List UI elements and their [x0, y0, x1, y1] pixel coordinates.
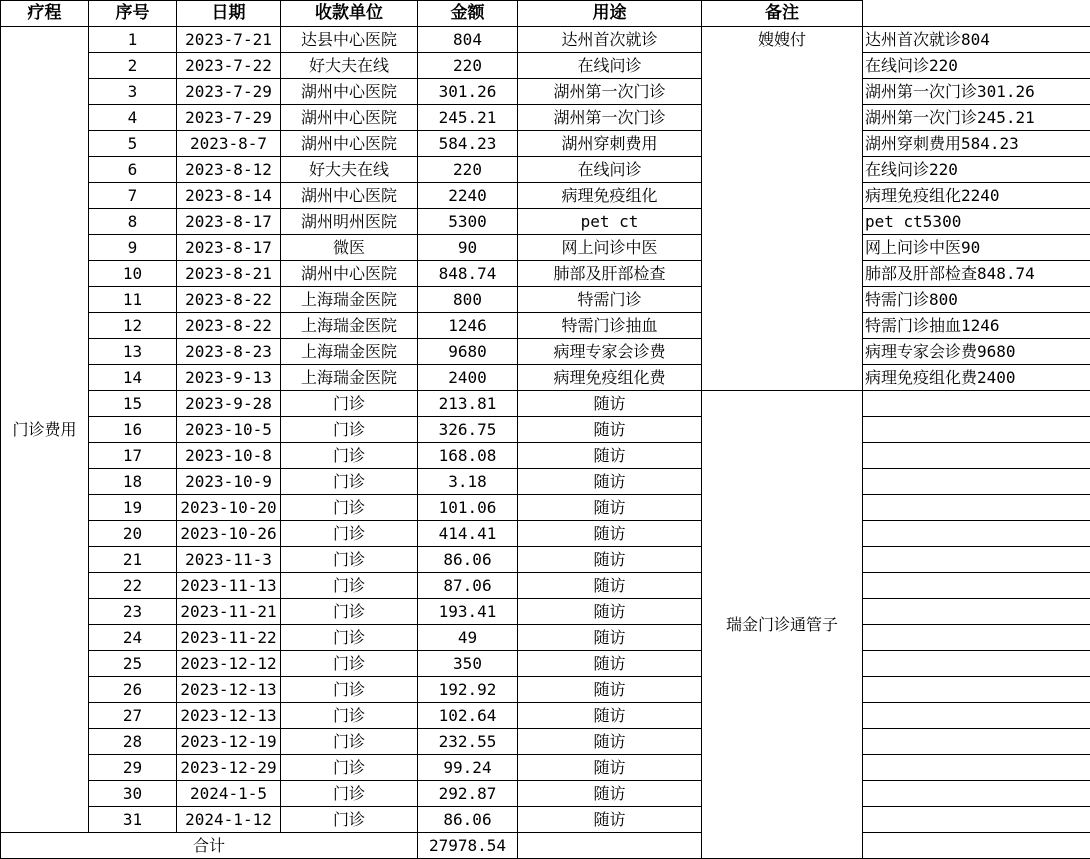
seq-cell[interactable]: 3 — [89, 79, 177, 105]
header-purpose[interactable]: 用途 — [518, 1, 702, 27]
amount-cell[interactable]: 292.87 — [418, 781, 518, 807]
payee-cell[interactable]: 门诊 — [281, 443, 418, 469]
payee-cell[interactable]: 湖州中心医院 — [281, 131, 418, 157]
payee-cell[interactable]: 湖州中心医院 — [281, 183, 418, 209]
purpose-cell[interactable]: 随访 — [518, 677, 702, 703]
seq-cell[interactable]: 17 — [89, 443, 177, 469]
seq-cell[interactable]: 27 — [89, 703, 177, 729]
purpose-cell[interactable]: 湖州第一次门诊 — [518, 105, 702, 131]
purpose-cell[interactable]: 湖州穿刺费用 — [518, 131, 702, 157]
date-cell[interactable]: 2024-1-12 — [177, 807, 281, 833]
purpose-cell[interactable]: 特需门诊抽血 — [518, 313, 702, 339]
extra-cell[interactable]: 病理免疫组化2240 — [863, 183, 1090, 209]
table-row — [1, 391, 1090, 417]
table-row — [1, 261, 1090, 287]
seq-cell[interactable]: 12 — [89, 313, 177, 339]
payee-cell[interactable]: 湖州中心医院 — [281, 79, 418, 105]
purpose-cell[interactable]: 随访 — [518, 573, 702, 599]
amount-cell[interactable]: 5300 — [418, 209, 518, 235]
extra-cell[interactable] — [863, 807, 1090, 833]
extra-cell[interactable] — [863, 729, 1090, 755]
seq-cell[interactable]: 31 — [89, 807, 177, 833]
extra-cell[interactable] — [863, 599, 1090, 625]
date-cell[interactable]: 2023-12-13 — [177, 677, 281, 703]
date-cell[interactable]: 2023-7-29 — [177, 79, 281, 105]
seq-cell[interactable]: 9 — [89, 235, 177, 261]
total-label[interactable]: 合计 — [1, 833, 418, 859]
extra-cell[interactable]: 病理专家会诊费9680 — [863, 339, 1090, 365]
seq-cell[interactable]: 7 — [89, 183, 177, 209]
table-row — [1, 781, 1090, 807]
extra-cell[interactable] — [863, 703, 1090, 729]
table-row — [1, 79, 1090, 105]
amount-cell[interactable]: 3.18 — [418, 469, 518, 495]
amount-cell[interactable]: 90 — [418, 235, 518, 261]
purpose-cell[interactable]: 肺部及肝部检查 — [518, 261, 702, 287]
remark-cell[interactable]: 瑞金门诊通管子 — [702, 391, 863, 859]
purpose-cell[interactable]: 病理免疫组化 — [518, 183, 702, 209]
payee-cell[interactable]: 门诊 — [281, 469, 418, 495]
extra-cell[interactable]: 肺部及肝部检查848.74 — [863, 261, 1090, 287]
seq-cell[interactable]: 23 — [89, 599, 177, 625]
amount-cell[interactable]: 9680 — [418, 339, 518, 365]
table-row — [1, 625, 1090, 651]
seq-cell[interactable]: 25 — [89, 651, 177, 677]
seq-cell[interactable]: 20 — [89, 521, 177, 547]
payee-cell[interactable]: 门诊 — [281, 703, 418, 729]
seq-cell[interactable]: 8 — [89, 209, 177, 235]
seq-cell[interactable]: 5 — [89, 131, 177, 157]
payee-cell[interactable]: 好大夫在线 — [281, 157, 418, 183]
seq-cell[interactable]: 13 — [89, 339, 177, 365]
seq-cell[interactable]: 15 — [89, 391, 177, 417]
date-cell[interactable]: 2023-7-21 — [177, 27, 281, 53]
table-row — [1, 131, 1090, 157]
purpose-cell[interactable]: 随访 — [518, 599, 702, 625]
purpose-cell[interactable]: 随访 — [518, 703, 702, 729]
payee-cell[interactable]: 门诊 — [281, 547, 418, 573]
payee-cell[interactable]: 门诊 — [281, 781, 418, 807]
date-cell[interactable]: 2023-12-13 — [177, 703, 281, 729]
extra-cell[interactable]: pet ct5300 — [863, 209, 1090, 235]
extra-cell[interactable] — [863, 677, 1090, 703]
purpose-cell[interactable]: 随访 — [518, 651, 702, 677]
amount-cell[interactable]: 86.06 — [418, 547, 518, 573]
table-row — [1, 209, 1090, 235]
purpose-cell[interactable]: 病理专家会诊费 — [518, 339, 702, 365]
date-cell[interactable]: 2024-1-5 — [177, 781, 281, 807]
purpose-cell[interactable]: 湖州第一次门诊 — [518, 79, 702, 105]
date-cell[interactable]: 2023-7-22 — [177, 53, 281, 79]
table-row — [1, 443, 1090, 469]
seq-cell[interactable]: 21 — [89, 547, 177, 573]
amount-cell[interactable]: 2400 — [418, 365, 518, 391]
seq-cell[interactable]: 4 — [89, 105, 177, 131]
payee-cell[interactable]: 湖州中心医院 — [281, 105, 418, 131]
seq-cell[interactable]: 14 — [89, 365, 177, 391]
amount-cell[interactable]: 193.41 — [418, 599, 518, 625]
date-cell[interactable]: 2023-8-7 — [177, 131, 281, 157]
amount-cell[interactable]: 220 — [418, 53, 518, 79]
amount-cell[interactable]: 102.64 — [418, 703, 518, 729]
header-remark[interactable]: 备注 — [702, 1, 863, 27]
date-cell[interactable]: 2023-12-19 — [177, 729, 281, 755]
seq-cell[interactable]: 1 — [89, 27, 177, 53]
purpose-cell[interactable]: 随访 — [518, 729, 702, 755]
purpose-cell[interactable]: 达州首次就诊 — [518, 27, 702, 53]
date-cell[interactable]: 2023-8-21 — [177, 261, 281, 287]
purpose-cell[interactable]: 随访 — [518, 443, 702, 469]
extra-cell[interactable] — [863, 391, 1090, 417]
date-cell[interactable]: 2023-7-29 — [177, 105, 281, 131]
seq-cell[interactable]: 30 — [89, 781, 177, 807]
date-cell[interactable]: 2023-11-3 — [177, 547, 281, 573]
amount-cell[interactable]: 1246 — [418, 313, 518, 339]
table-row — [1, 729, 1090, 755]
extra-cell[interactable] — [863, 469, 1090, 495]
date-cell[interactable]: 2023-11-22 — [177, 625, 281, 651]
purpose-cell[interactable]: 随访 — [518, 469, 702, 495]
table-row — [1, 287, 1090, 313]
table-row — [1, 703, 1090, 729]
payee-cell[interactable]: 微医 — [281, 235, 418, 261]
payee-cell[interactable]: 门诊 — [281, 599, 418, 625]
extra-cell[interactable] — [863, 495, 1090, 521]
amount-cell[interactable]: 848.74 — [418, 261, 518, 287]
payee-cell[interactable]: 门诊 — [281, 417, 418, 443]
purpose-cell[interactable]: 随访 — [518, 807, 702, 833]
amount-cell[interactable]: 87.06 — [418, 573, 518, 599]
table-row — [1, 365, 1090, 391]
payee-cell[interactable]: 门诊 — [281, 729, 418, 755]
table-row — [1, 339, 1090, 365]
extra-cell[interactable] — [863, 547, 1090, 573]
date-cell[interactable]: 2023-10-8 — [177, 443, 281, 469]
purpose-cell[interactable]: 网上问诊中医 — [518, 235, 702, 261]
amount-cell[interactable]: 326.75 — [418, 417, 518, 443]
purpose-cell[interactable]: 随访 — [518, 547, 702, 573]
purpose-cell[interactable]: pet ct — [518, 209, 702, 235]
purpose-cell[interactable]: 随访 — [518, 781, 702, 807]
table-row — [1, 157, 1090, 183]
extra-cell[interactable]: 湖州第一次门诊245.21 — [863, 105, 1090, 131]
date-cell[interactable]: 2023-12-12 — [177, 651, 281, 677]
seq-cell[interactable]: 16 — [89, 417, 177, 443]
purpose-cell[interactable]: 随访 — [518, 391, 702, 417]
date-cell[interactable]: 2023-10-9 — [177, 469, 281, 495]
payee-cell[interactable]: 门诊 — [281, 755, 418, 781]
seq-cell[interactable]: 29 — [89, 755, 177, 781]
seq-cell[interactable]: 6 — [89, 157, 177, 183]
date-cell[interactable]: 2023-11-21 — [177, 599, 281, 625]
payee-cell[interactable]: 门诊 — [281, 807, 418, 833]
extra-cell[interactable] — [863, 651, 1090, 677]
purpose-cell[interactable]: 随访 — [518, 521, 702, 547]
header-seq[interactable]: 序号 — [89, 1, 177, 27]
table-row — [1, 547, 1090, 573]
table-row — [1, 521, 1090, 547]
purpose-cell[interactable]: 在线问诊 — [518, 157, 702, 183]
table-row — [1, 105, 1090, 131]
date-cell[interactable]: 2023-12-29 — [177, 755, 281, 781]
total-row — [1, 833, 1090, 859]
extra-cell[interactable] — [863, 443, 1090, 469]
date-cell[interactable]: 2023-8-22 — [177, 287, 281, 313]
seq-cell[interactable]: 22 — [89, 573, 177, 599]
extra-cell[interactable] — [863, 781, 1090, 807]
date-cell[interactable]: 2023-10-26 — [177, 521, 281, 547]
payee-cell[interactable]: 门诊 — [281, 521, 418, 547]
table-row — [1, 651, 1090, 677]
extra-cell[interactable]: 病理免疫组化费2400 — [863, 365, 1090, 391]
payee-cell[interactable]: 湖州中心医院 — [281, 261, 418, 287]
total-extra-cell[interactable] — [863, 833, 1090, 859]
purpose-cell[interactable]: 特需门诊 — [518, 287, 702, 313]
amount-cell[interactable]: 168.08 — [418, 443, 518, 469]
date-cell[interactable]: 2023-10-5 — [177, 417, 281, 443]
extra-cell[interactable] — [863, 625, 1090, 651]
header-blank[interactable] — [863, 1, 1090, 27]
payee-cell[interactable]: 上海瑞金医院 — [281, 339, 418, 365]
amount-cell[interactable]: 213.81 — [418, 391, 518, 417]
extra-cell[interactable]: 特需门诊抽血1246 — [863, 313, 1090, 339]
amount-cell[interactable]: 49 — [418, 625, 518, 651]
payee-cell[interactable]: 上海瑞金医院 — [281, 313, 418, 339]
date-cell[interactable]: 2023-8-14 — [177, 183, 281, 209]
header-date[interactable]: 日期 — [177, 1, 281, 27]
purpose-cell[interactable]: 随访 — [518, 625, 702, 651]
extra-cell[interactable]: 湖州第一次门诊301.26 — [863, 79, 1090, 105]
table-row — [1, 807, 1090, 833]
header-payee[interactable]: 收款单位 — [281, 1, 418, 27]
amount-cell[interactable]: 2240 — [418, 183, 518, 209]
table-row — [1, 313, 1090, 339]
amount-cell[interactable]: 101.06 — [418, 495, 518, 521]
extra-cell[interactable]: 网上问诊中医90 — [863, 235, 1090, 261]
table-row — [1, 495, 1090, 521]
extra-cell[interactable] — [863, 521, 1090, 547]
table-body — [1, 27, 1090, 859]
purpose-cell[interactable]: 随访 — [518, 755, 702, 781]
date-cell[interactable]: 2023-8-12 — [177, 157, 281, 183]
purpose-cell[interactable]: 在线问诊 — [518, 53, 702, 79]
table-row — [1, 27, 1090, 53]
purpose-cell[interactable]: 病理免疫组化费 — [518, 365, 702, 391]
table-row — [1, 417, 1090, 443]
extra-cell[interactable] — [863, 417, 1090, 443]
amount-cell[interactable]: 584.23 — [418, 131, 518, 157]
table-row — [1, 53, 1090, 79]
amount-cell[interactable]: 86.06 — [418, 807, 518, 833]
total-amount[interactable]: 27978.54 — [418, 833, 518, 859]
payee-cell[interactable]: 门诊 — [281, 495, 418, 521]
amount-cell[interactable]: 192.92 — [418, 677, 518, 703]
amount-cell[interactable]: 232.55 — [418, 729, 518, 755]
payee-cell[interactable]: 湖州明州医院 — [281, 209, 418, 235]
amount-cell[interactable]: 800 — [418, 287, 518, 313]
date-cell[interactable]: 2023-9-13 — [177, 365, 281, 391]
table-row — [1, 183, 1090, 209]
payee-cell[interactable]: 门诊 — [281, 391, 418, 417]
date-cell[interactable]: 2023-8-22 — [177, 313, 281, 339]
payee-cell[interactable]: 门诊 — [281, 651, 418, 677]
payee-cell[interactable]: 门诊 — [281, 625, 418, 651]
amount-cell[interactable]: 301.26 — [418, 79, 518, 105]
table-row — [1, 235, 1090, 261]
table-row — [1, 677, 1090, 703]
amount-cell[interactable]: 350 — [418, 651, 518, 677]
seq-cell[interactable]: 2 — [89, 53, 177, 79]
seq-cell[interactable]: 10 — [89, 261, 177, 287]
extra-cell[interactable] — [863, 755, 1090, 781]
date-cell[interactable]: 2023-9-28 — [177, 391, 281, 417]
header-amount[interactable]: 金额 — [418, 1, 518, 27]
date-cell[interactable]: 2023-8-17 — [177, 235, 281, 261]
header-row — [1, 1, 1090, 27]
payee-cell[interactable]: 好大夫在线 — [281, 53, 418, 79]
table-row — [1, 599, 1090, 625]
table-row — [1, 469, 1090, 495]
amount-cell[interactable]: 245.21 — [418, 105, 518, 131]
date-cell[interactable]: 2023-8-17 — [177, 209, 281, 235]
purpose-cell[interactable]: 随访 — [518, 495, 702, 521]
table-row — [1, 573, 1090, 599]
extra-cell[interactable]: 湖州穿刺费用584.23 — [863, 131, 1090, 157]
payee-cell[interactable]: 门诊 — [281, 573, 418, 599]
amount-cell[interactable]: 99.24 — [418, 755, 518, 781]
extra-cell[interactable]: 特需门诊800 — [863, 287, 1090, 313]
payee-cell[interactable]: 达县中心医院 — [281, 27, 418, 53]
seq-cell[interactable]: 26 — [89, 677, 177, 703]
header-course[interactable]: 疗程 — [1, 1, 89, 27]
extra-cell[interactable] — [863, 573, 1090, 599]
amount-cell[interactable]: 220 — [418, 157, 518, 183]
amount-cell[interactable]: 414.41 — [418, 521, 518, 547]
date-cell[interactable]: 2023-10-20 — [177, 495, 281, 521]
payee-cell[interactable]: 上海瑞金医院 — [281, 365, 418, 391]
remark-cell[interactable]: 嫂嫂付 — [702, 27, 863, 391]
date-cell[interactable]: 2023-11-13 — [177, 573, 281, 599]
seq-cell[interactable]: 28 — [89, 729, 177, 755]
seq-cell[interactable]: 24 — [89, 625, 177, 651]
amount-cell[interactable]: 804 — [418, 27, 518, 53]
total-purpose-cell[interactable] — [518, 833, 702, 859]
extra-cell[interactable]: 达州首次就诊804 — [863, 27, 1090, 53]
date-cell[interactable]: 2023-8-23 — [177, 339, 281, 365]
seq-cell[interactable]: 11 — [89, 287, 177, 313]
seq-cell[interactable]: 18 — [89, 469, 177, 495]
extra-cell[interactable]: 在线问诊220 — [863, 157, 1090, 183]
table-row — [1, 755, 1090, 781]
payee-cell[interactable]: 上海瑞金医院 — [281, 287, 418, 313]
purpose-cell[interactable]: 随访 — [518, 417, 702, 443]
course-cell[interactable]: 门诊费用 — [1, 27, 89, 833]
payee-cell[interactable]: 门诊 — [281, 677, 418, 703]
extra-cell[interactable]: 在线问诊220 — [863, 53, 1090, 79]
seq-cell[interactable]: 19 — [89, 495, 177, 521]
